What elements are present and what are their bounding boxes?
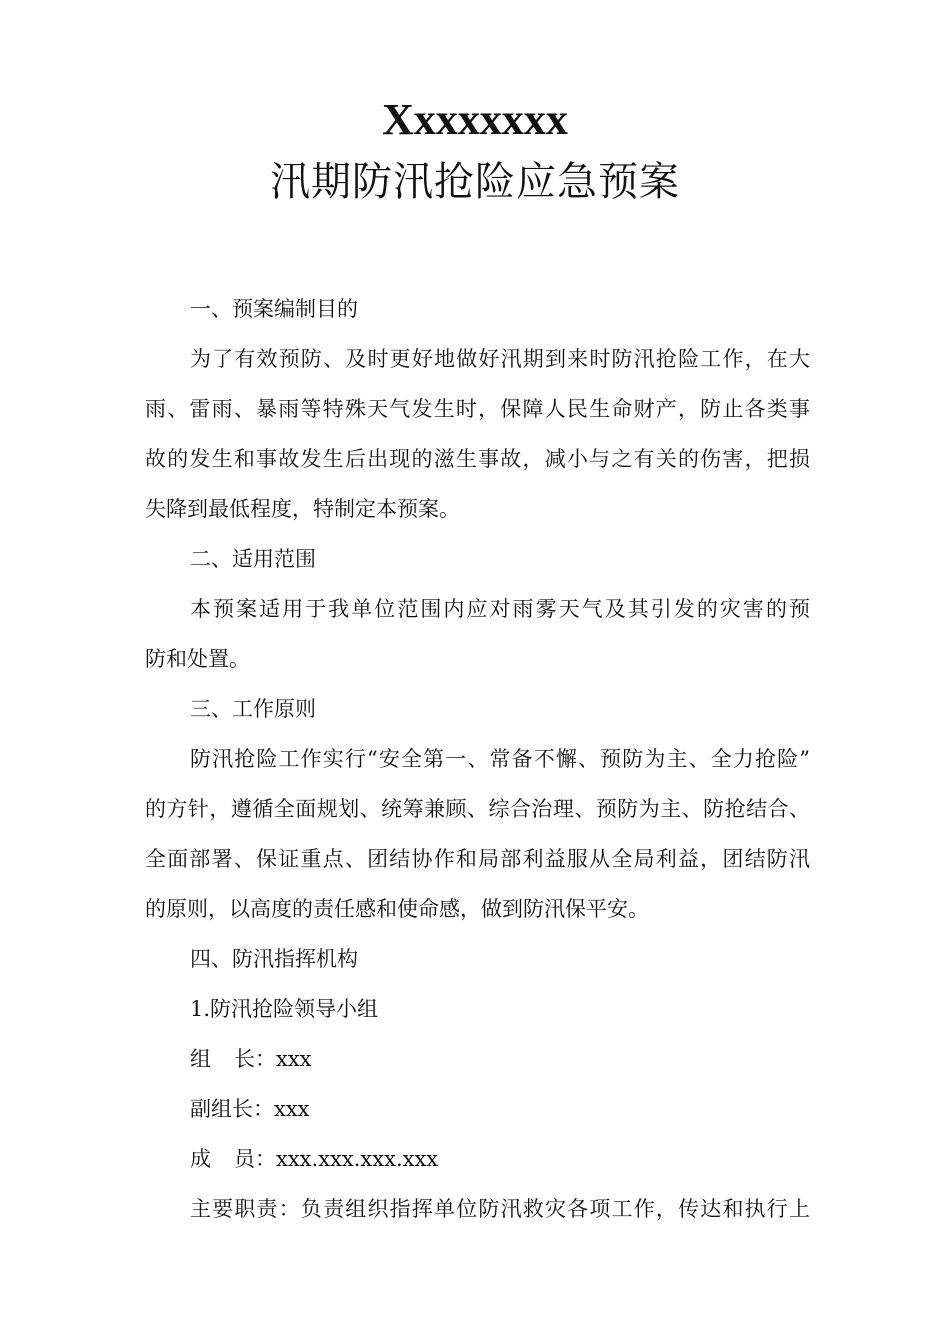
members-line — [190, 1144, 810, 1174]
deputy-line: 副组长：xxx — [190, 1097, 310, 1121]
subsection-heading: 1.防汛抢险领导小组 — [190, 997, 379, 1021]
section-heading-purpose: 一、预案编制目的 — [190, 297, 358, 321]
section-heading-command: 四、防汛指挥机构 — [190, 947, 358, 971]
leader-label-b: 长：xxx — [234, 1047, 312, 1071]
paragraph-line: 失降到最低程度，特制定本预案。 — [145, 497, 460, 521]
members-label-b: 员：xxx.xxx.xxx.xxx — [234, 1147, 439, 1171]
members-label-a: 成 — [190, 1147, 211, 1171]
duties-line: 主要职责：负责组织指挥单位防汛救灾各项工作，传达和执行上 — [190, 1197, 810, 1221]
paragraph-line: 雨、雷雨、暴雨等特殊天气发生时，保障人民生命财产，防止各类事 — [145, 397, 810, 421]
leader-label-a: 组 — [190, 1047, 211, 1071]
paragraph-line: 故的发生和事故发生后出现的滋生事故，减小与之有关的伤害，把损 — [145, 447, 810, 471]
document-subtitle: 汛期防汛抢险应急预案 — [270, 159, 680, 205]
paragraph-line: 为了有效预防、及时更好地做好汛期到来时防汛抢险工作，在大 — [190, 347, 810, 371]
document-title: Xxxxxxxx — [382, 95, 568, 144]
paragraph-line: 的方针，遵循全面规划、统筹兼顾、综合治理、预防为主、防抢结合、 — [145, 797, 810, 821]
section-heading-principles: 三、工作原则 — [190, 697, 316, 721]
paragraph-line: 本预案适用于我单位范围内应对雨雾天气及其引发的灾害的预 — [190, 597, 810, 621]
section-heading-scope: 二、适用范围 — [190, 547, 316, 571]
paragraph-line: 的原则，以高度的责任感和使命感，做到防汛保平安。 — [145, 897, 649, 921]
leader-line — [190, 1044, 810, 1074]
paragraph-line: 全面部署、保证重点、团结协作和局部利益服从全局利益，团结防汛 — [145, 847, 810, 871]
paragraph-line: 防和处置。 — [145, 647, 250, 671]
paragraph-line: 防汛抢险工作实行“安全第一、常备不懈、预防为主、全力抢险” — [190, 747, 810, 771]
